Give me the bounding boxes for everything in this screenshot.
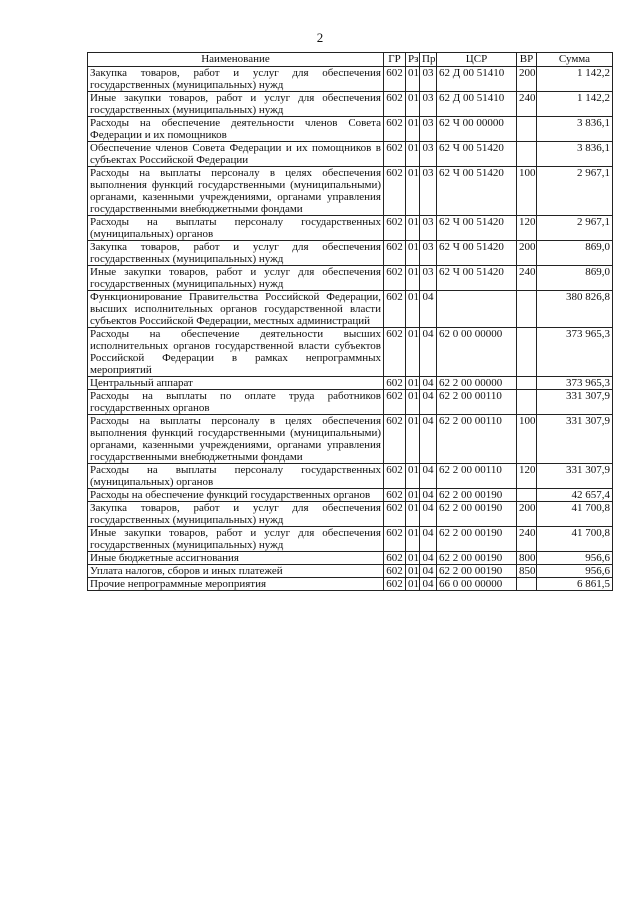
cell-name: Функционирование Правительства Российской Федерации, высших исполнительных органов государственной власти субъектов Российской Федерации, местных администраций [88, 291, 384, 328]
cell-vr: 240 [517, 266, 537, 291]
cell-sum: 331 307,9 [537, 415, 613, 464]
table-row [88, 142, 613, 167]
page-number: 2 [316, 30, 324, 45]
cell-sum: 956,6 [537, 565, 613, 578]
cell-sum: 1 142,2 [537, 67, 613, 92]
cell-csr: 62 2 00 00110 [437, 390, 517, 415]
table-row [88, 216, 613, 241]
cell-vr: 240 [517, 527, 537, 552]
cell-pr: 03 [420, 266, 437, 291]
cell-rz: 01 [406, 502, 420, 527]
table-row [88, 565, 613, 578]
cell-rz: 01 [406, 167, 420, 216]
cell-name: Расходы на выплаты персоналу государственных (муниципальных) органов [88, 216, 384, 241]
cell-gr: 602 [384, 167, 406, 216]
cell-pr: 04 [420, 328, 437, 377]
cell-sum: 380 826,8 [537, 291, 613, 328]
cell-rz: 01 [406, 92, 420, 117]
cell-name: Обеспечение членов Совета Федерации и их помощников в субъектах Российской Федерации [88, 142, 384, 167]
cell-vr: 120 [517, 216, 537, 241]
cell-pr: 03 [420, 167, 437, 216]
table-row [88, 241, 613, 266]
cell-csr: 62 0 00 00000 [437, 328, 517, 377]
cell-gr: 602 [384, 552, 406, 565]
header-csr: ЦСР [437, 53, 517, 67]
cell-csr: 62 2 00 00190 [437, 552, 517, 565]
cell-rz: 01 [406, 67, 420, 92]
cell-name: Расходы на выплаты персоналу государственных (муниципальных) органов [88, 464, 384, 489]
cell-csr: 62 Ч 00 00000 [437, 117, 517, 142]
cell-gr: 602 [384, 291, 406, 328]
header-rz: Рз [406, 53, 420, 67]
cell-name: Иные бюджетные ассигнования [88, 552, 384, 565]
cell-pr: 04 [420, 464, 437, 489]
cell-gr: 602 [384, 328, 406, 377]
cell-vr: 200 [517, 67, 537, 92]
table-row [88, 464, 613, 489]
cell-rz: 01 [406, 565, 420, 578]
cell-rz: 01 [406, 415, 420, 464]
cell-pr: 04 [420, 502, 437, 527]
cell-csr: 62 Ч 00 51420 [437, 241, 517, 266]
cell-gr: 602 [384, 489, 406, 502]
table-row [88, 291, 613, 328]
table-row [88, 377, 613, 390]
cell-csr: 62 Ч 00 51420 [437, 167, 517, 216]
table-row [88, 489, 613, 502]
header-pr: Пр [420, 53, 437, 67]
cell-pr: 04 [420, 552, 437, 565]
cell-sum: 3 836,1 [537, 117, 613, 142]
cell-gr: 602 [384, 117, 406, 142]
cell-gr: 602 [384, 216, 406, 241]
cell-gr: 602 [384, 565, 406, 578]
table-row [88, 117, 613, 142]
cell-pr: 04 [420, 415, 437, 464]
cell-csr: 62 2 00 00000 [437, 377, 517, 390]
cell-vr: 100 [517, 167, 537, 216]
cell-csr: 62 2 00 00110 [437, 415, 517, 464]
cell-name: Иные закупки товаров, работ и услуг для обеспечения государственных (муниципальных) нужд [88, 92, 384, 117]
cell-sum: 869,0 [537, 266, 613, 291]
table-row [88, 167, 613, 216]
cell-gr: 602 [384, 92, 406, 117]
cell-pr: 03 [420, 142, 437, 167]
cell-name: Уплата налогов, сборов и иных платежей [88, 565, 384, 578]
cell-csr: 62 Ч 00 51420 [437, 142, 517, 167]
cell-name: Расходы на обеспечение деятельности членов Совета Федерации и их помощников [88, 117, 384, 142]
cell-vr [517, 489, 537, 502]
cell-csr: 62 2 00 00190 [437, 502, 517, 527]
cell-gr: 602 [384, 464, 406, 489]
cell-name: Иные закупки товаров, работ и услуг для обеспечения государственных (муниципальных) нужд [88, 527, 384, 552]
cell-vr [517, 377, 537, 390]
cell-rz: 01 [406, 489, 420, 502]
cell-pr: 04 [420, 291, 437, 328]
cell-sum: 3 836,1 [537, 142, 613, 167]
table-body [88, 67, 613, 591]
cell-csr: 62 2 00 00190 [437, 565, 517, 578]
cell-sum: 2 967,1 [537, 167, 613, 216]
table-row [88, 552, 613, 565]
cell-sum: 2 967,1 [537, 216, 613, 241]
table-row [88, 67, 613, 92]
cell-rz: 01 [406, 578, 420, 591]
table-row [88, 328, 613, 377]
table-row [88, 527, 613, 552]
cell-vr [517, 328, 537, 377]
table-row [88, 502, 613, 527]
cell-pr: 04 [420, 489, 437, 502]
cell-pr: 03 [420, 241, 437, 266]
cell-name: Закупка товаров, работ и услуг для обеспечения государственных (муниципальных) нужд [88, 502, 384, 527]
cell-gr: 602 [384, 266, 406, 291]
cell-sum: 41 700,8 [537, 527, 613, 552]
cell-csr: 66 0 00 00000 [437, 578, 517, 591]
budget-table [87, 52, 613, 591]
cell-gr: 602 [384, 390, 406, 415]
table-row [88, 92, 613, 117]
cell-pr: 03 [420, 216, 437, 241]
cell-csr: 62 Д 00 51410 [437, 67, 517, 92]
cell-vr: 850 [517, 565, 537, 578]
cell-sum: 956,6 [537, 552, 613, 565]
cell-sum: 373 965,3 [537, 328, 613, 377]
cell-csr: 62 2 00 00190 [437, 489, 517, 502]
cell-pr: 04 [420, 565, 437, 578]
cell-name: Прочие непрограммные мероприятия [88, 578, 384, 591]
cell-sum: 42 657,4 [537, 489, 613, 502]
cell-name: Расходы на обеспечение функций государственных органов [88, 489, 384, 502]
cell-vr [517, 142, 537, 167]
cell-gr: 602 [384, 527, 406, 552]
table-header [88, 53, 613, 67]
cell-vr [517, 291, 537, 328]
header-sum: Сумма [537, 53, 613, 67]
cell-pr: 04 [420, 390, 437, 415]
table-row [88, 578, 613, 591]
cell-rz: 01 [406, 142, 420, 167]
cell-vr: 100 [517, 415, 537, 464]
table-row [88, 415, 613, 464]
cell-rz: 01 [406, 266, 420, 291]
cell-gr: 602 [384, 415, 406, 464]
cell-sum: 331 307,9 [537, 464, 613, 489]
cell-pr: 04 [420, 377, 437, 390]
cell-rz: 01 [406, 328, 420, 377]
cell-gr: 602 [384, 241, 406, 266]
cell-vr: 240 [517, 92, 537, 117]
cell-name: Расходы на выплаты персоналу в целях обеспечения выполнения функций государственными (муниципальными) органами, казенными учреждениями, органами управления государственными внебюджетными фондами [88, 167, 384, 216]
cell-vr: 800 [517, 552, 537, 565]
cell-pr: 04 [420, 527, 437, 552]
header-name: Наименование [88, 53, 384, 67]
cell-csr: 62 Ч 00 51420 [437, 216, 517, 241]
cell-name: Закупка товаров, работ и услуг для обеспечения государственных (муниципальных) нужд [88, 241, 384, 266]
cell-vr: 120 [517, 464, 537, 489]
cell-gr: 602 [384, 142, 406, 167]
cell-pr: 04 [420, 578, 437, 591]
cell-gr: 602 [384, 502, 406, 527]
cell-csr [437, 291, 517, 328]
cell-pr: 03 [420, 92, 437, 117]
cell-rz: 01 [406, 464, 420, 489]
cell-rz: 01 [406, 552, 420, 565]
cell-sum: 6 861,5 [537, 578, 613, 591]
cell-name: Иные закупки товаров, работ и услуг для обеспечения государственных (муниципальных) нужд [88, 266, 384, 291]
cell-gr: 602 [384, 67, 406, 92]
cell-pr: 03 [420, 67, 437, 92]
cell-csr: 62 Д 00 51410 [437, 92, 517, 117]
cell-vr: 200 [517, 241, 537, 266]
cell-gr: 602 [384, 578, 406, 591]
cell-vr [517, 390, 537, 415]
cell-rz: 01 [406, 291, 420, 328]
header-gr: ГР [384, 53, 406, 67]
header-row [88, 53, 613, 67]
cell-rz: 01 [406, 390, 420, 415]
table-row [88, 390, 613, 415]
cell-sum: 41 700,8 [537, 502, 613, 527]
cell-sum: 1 142,2 [537, 92, 613, 117]
cell-vr [517, 117, 537, 142]
cell-csr: 62 2 00 00190 [437, 527, 517, 552]
table-row [88, 266, 613, 291]
cell-rz: 01 [406, 241, 420, 266]
cell-name: Расходы на выплаты по оплате труда работников государственных органов [88, 390, 384, 415]
cell-rz: 01 [406, 216, 420, 241]
header-vr: ВР [517, 53, 537, 67]
cell-csr: 62 2 00 00110 [437, 464, 517, 489]
cell-vr: 200 [517, 502, 537, 527]
cell-rz: 01 [406, 527, 420, 552]
cell-vr [517, 578, 537, 591]
cell-name: Расходы на выплаты персоналу в целях обеспечения выполнения функций государственными (муниципальными) органами, казенными учреждениями, органами управления государственными внебюджетными фондами [88, 415, 384, 464]
cell-pr: 03 [420, 117, 437, 142]
cell-rz: 01 [406, 117, 420, 142]
cell-sum: 869,0 [537, 241, 613, 266]
cell-name: Закупка товаров, работ и услуг для обеспечения государственных (муниципальных) нужд [88, 67, 384, 92]
cell-csr: 62 Ч 00 51420 [437, 266, 517, 291]
cell-sum: 373 965,3 [537, 377, 613, 390]
cell-gr: 602 [384, 377, 406, 390]
cell-name: Центральный аппарат [88, 377, 384, 390]
cell-name: Расходы на обеспечение деятельности высших исполнительных органов государственной власти субъектов Российской Федерации в рамках непрограммных мероприятий [88, 328, 384, 377]
cell-sum: 331 307,9 [537, 390, 613, 415]
cell-rz: 01 [406, 377, 420, 390]
